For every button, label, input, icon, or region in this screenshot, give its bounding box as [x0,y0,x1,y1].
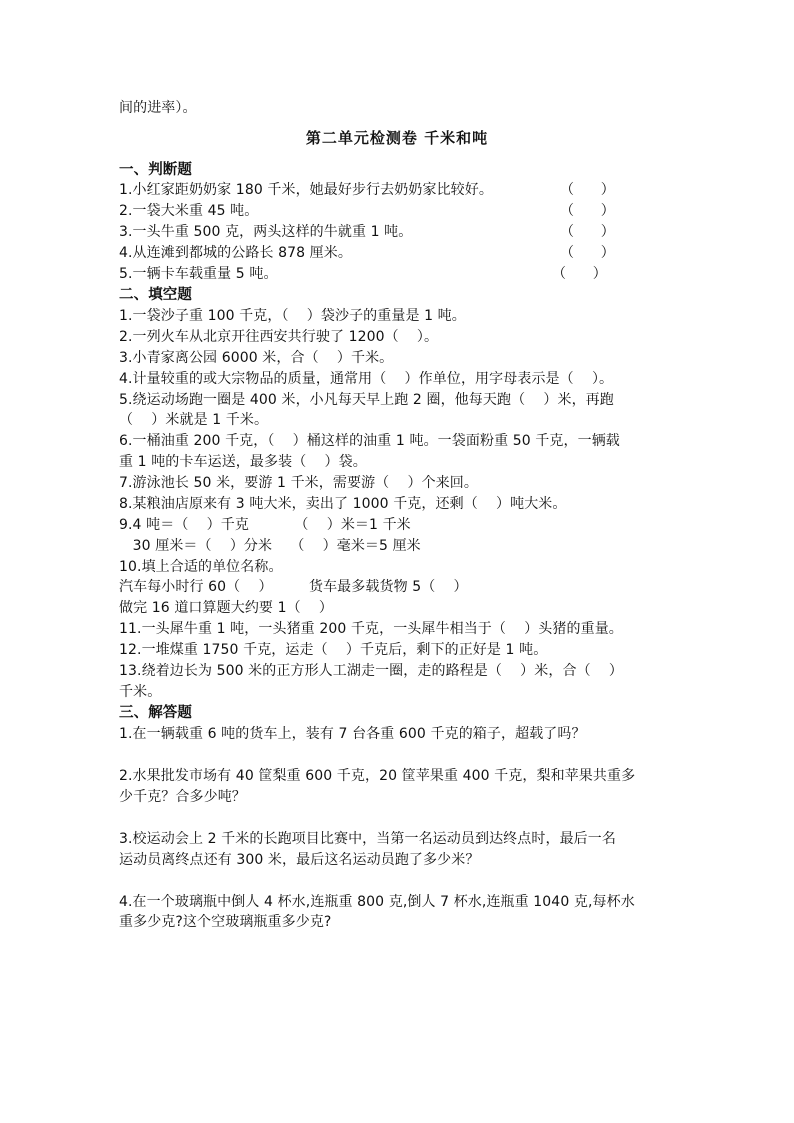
judge-answer-blank-5[interactable]: （ ） [552,266,607,282]
fill-question-line: 1.一袋沙子重 100 千克，（ ）袋沙子的重量是 1 吨。 [119,308,466,324]
fill-question-line: 7.游泳池长 50 米，要游 1 千米，需要游（ ）个来回。 [119,475,478,491]
fill-question-line: （ ）米就是 1 千米。 [119,412,269,428]
fill-question-line: 30 厘米＝（ ）分米 （ ）毫米＝5 厘米 [119,538,421,554]
fill-question-line: 汽车每小时行 60（ ） 货车最多载货物 5（ ） [119,579,468,595]
judge-answer-blank-1[interactable]: （ ） [560,182,615,198]
judge-question-1: 1.小红家距奶奶家 180 千米，她最好步行去奶奶家比较好。 [119,182,493,198]
section-heading-fill-blank: 二、填空题 [119,287,192,303]
section-heading-true-false: 一、判断题 [119,162,192,178]
judge-answer-blank-2[interactable]: （ ） [560,203,615,219]
fill-question-line: 做完 16 道口算题大约要 1（ ） [119,600,333,616]
page-title: 第二单元检测卷 千米和吨 [305,129,489,147]
fill-question-line: 6.一桶油重 200 千克，（ ）桶这样的油重 1 吨。一袋面粉重 50 千克，一辆载 [119,433,620,449]
judge-question-5: 5.一辆卡车载重量 5 吨。 [119,266,278,282]
problem-line: 1.在一辆载重 6 吨的货车上，装有 7 台各重 600 千克的箱子，超载了吗？ [119,726,586,742]
problem-line: 4.在一个玻璃瓶中倒人 4 杯水,连瓶重 800 克,倒人 7 杯水,连瓶重 1040 克,每杯水 [119,894,635,910]
problem-line: 少千克？合多少吨？ [119,789,246,805]
judge-question-4: 4.从连滩到都城的公路长 878 厘米。 [119,245,352,261]
problem-line: 2.水果批发市场有 40 筐梨重 600 千克，20 筐苹果重 400 千克，梨和苹果共重多 [119,768,636,784]
fill-question-line: 5.绕运动场跑一圈是 400 米，小凡每天早上跑 2 圈，他每天跑（ ）米，再跑 [119,392,614,408]
fill-question-line: 3.小青家离公园 6000 米，合（ ）千米。 [119,350,394,366]
judge-answer-blank-3[interactable]: （ ） [560,224,615,240]
fill-question-line: 13.绕着边长为 500 米的正方形人工湖走一圈，走的路程是（ ）米，合（ ） [119,663,623,679]
fill-question-line: 8.某粮油店原来有 3 吨大米，卖出了 1000 千克，还剩（ ）吨大米。 [119,496,567,512]
judge-question-2: 2.一袋大米重 45 吨。 [119,203,259,219]
fill-question-line: 10.填上合适的单位名称。 [119,559,283,575]
problem-line: 3.校运动会上 2 千米的长跑项目比赛中，当第一名运动员到达终点时，最后一名 [119,831,616,847]
fill-question-line: 9.4 吨＝（ ）千克 （ ）米＝1 千米 [119,517,411,533]
problem-line: 运动员离终点还有 300 米，最后这名运动员跑了多少米？ [119,852,480,868]
judge-question-3: 3.一头牛重 500 克，两头这样的牛就重 1 吨。 [119,224,413,240]
fill-question-line: 2.一列火车从北京开往西安共行驶了 1200（ ）。 [119,329,439,345]
problem-line: 重多少克?这个空玻璃瓶重多少克? [119,914,332,930]
fill-question-line: 重 1 吨的卡车运送，最多装（ ）袋。 [119,454,367,470]
section-heading-word-problems: 三、解答题 [119,705,192,721]
fill-question-line: 千米。 [119,684,162,700]
fill-question-line: 11.一头犀牛重 1 吨，一头猪重 200 千克，一头犀牛相当于（ ）头猪的重量。 [119,621,623,637]
continuation-text: 间的进率）。 [119,100,197,116]
judge-answer-blank-4[interactable]: （ ） [560,245,615,261]
fill-question-line: 12.一堆煤重 1750 千克，运走（ ）千克后，剩下的正好是 1 吨。 [119,642,548,658]
fill-question-line: 4.计量较重的或大宗物品的质量，通常用（ ）作单位，用字母表示是（ ）。 [119,371,614,387]
